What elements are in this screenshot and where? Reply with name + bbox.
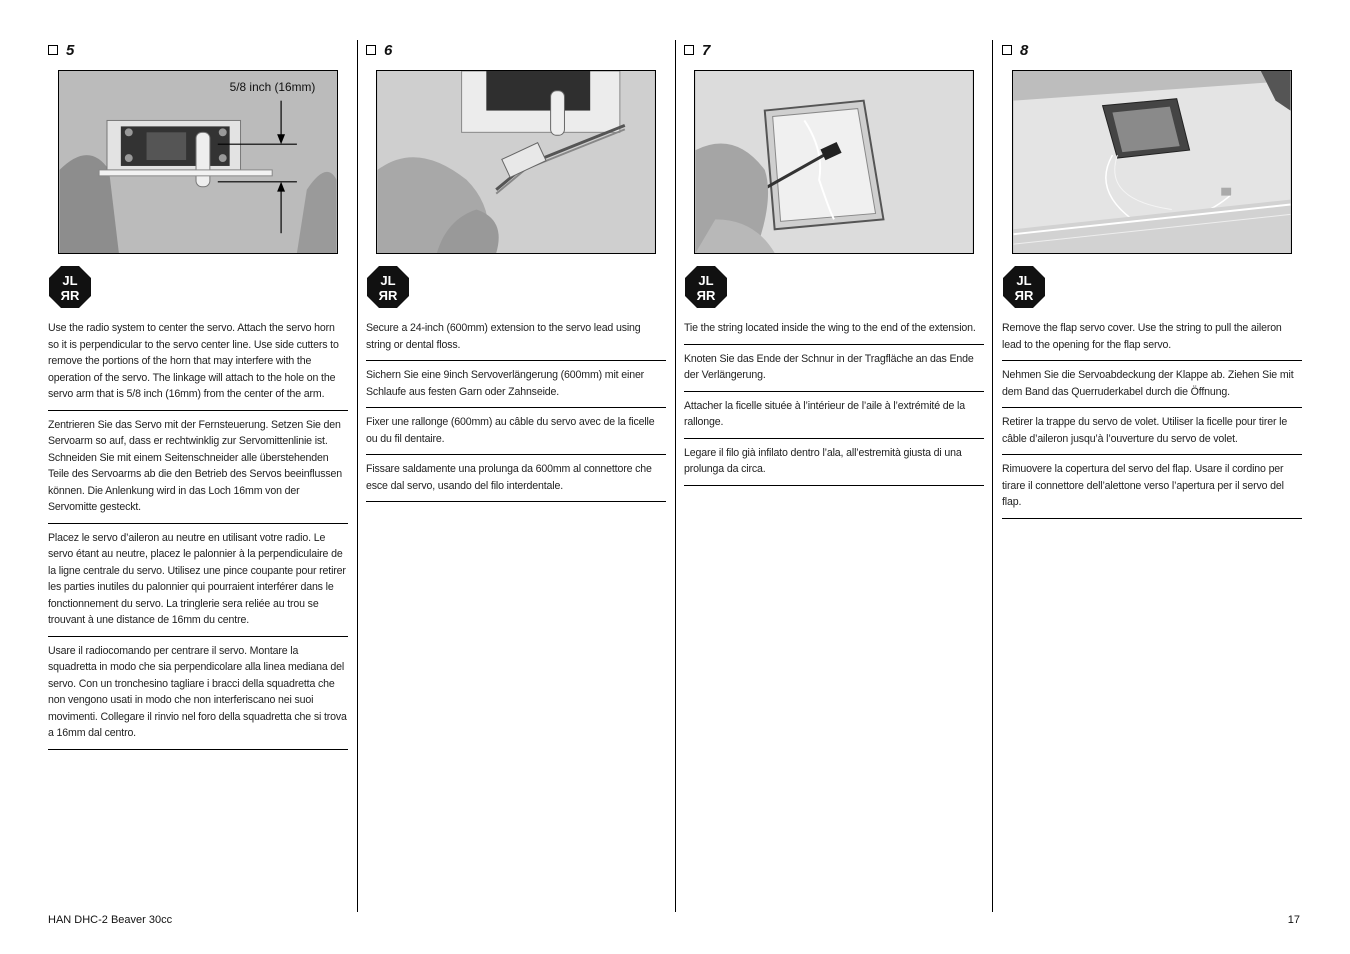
step-number: 7 [702, 41, 711, 59]
page-number: 17 [1287, 914, 1300, 926]
checkbox-icon[interactable] [366, 45, 376, 55]
step-column-6 [366, 40, 666, 492]
paragraph-french: Attacher la ficelle située à l’intérieur de l’aile à l’extrémité de la rallonge. [684, 398, 984, 439]
instruction-texts [48, 320, 348, 756]
instruction-texts [684, 320, 984, 492]
step-number: 8 [1020, 41, 1029, 59]
multilingual-icon [48, 265, 92, 309]
servo-horn-photo [59, 71, 337, 253]
paragraph-italian: Usare il radiocomando per centrare il servo. Montare la squadretta in modo che sia perpendicolare alla linea mediana del servo. Con un tronchesino tagliare i bracci della squadretta che non vengono usati in modo che non interferiscano nei suoi movimenti. Collegare il rinvio nel foro della squadretta che si trova a 16mm dal centro. [48, 643, 348, 750]
step-column-5 [48, 40, 348, 739]
paragraph-german: Nehmen Sie die Servoabdeckung der Klappe ab. Ziehen Sie mit dem Band das Querruderkabel durch die Öffnung. [1002, 367, 1302, 408]
step-header [48, 40, 348, 60]
paragraph-german: Sichern Sie eine 9inch Servoverlängerung (600mm) mit einer Schlaufe aus festen Garn oder Zahnseide. [366, 367, 666, 408]
column-divider [357, 40, 358, 912]
svg-text:ЯR: ЯR [60, 288, 80, 303]
svg-text:ЯR: ЯR [696, 288, 716, 303]
paragraph-german: Knoten Sie das Ende der Schnur in der Tragfläche an das Ende der Verlängerung. [684, 351, 984, 392]
paragraph-italian: Rimuovere la copertura del servo del flap. Usare il cordino per tirare il connettore dell’alettone verso l’apertura per il servo del flap. [1002, 461, 1302, 519]
instruction-texts [366, 320, 666, 508]
paragraph-french: Retirer la trappe du servo de volet. Utiliser la ficelle pour tirer le câble d’aileron jusqu’à l’ouverture du servo de volet. [1002, 414, 1302, 455]
svg-text:JL: JL [62, 273, 78, 288]
step-number: 6 [384, 41, 393, 59]
step-header [1002, 40, 1302, 60]
svg-text:ЯR: ЯR [378, 288, 398, 303]
column-divider [992, 40, 993, 912]
step-number: 5 [66, 41, 75, 59]
paragraph-english: Use the radio system to center the servo. Attach the servo horn so it is perpendicular to the servo center line. Use side cutters to remove the portions of the horn that may interfere with the operation of the servo. The linkage will attach to the hole on the servo arm that is 5/8 inch (16mm) from the center of the arm. [48, 320, 348, 411]
flap-servo-photo [1013, 71, 1291, 253]
svg-text:JL: JL [698, 273, 714, 288]
step-photo-wing-opening [694, 70, 974, 254]
paragraph-german: Zentrieren Sie das Servo mit der Fernsteuerung. Setzen Sie den Servoarm so auf, dass er rechtwinklig zur Servomittenlinie ist. Schneiden Sie mit einem Seitenschneider alle überstehenden Teile des Servoarms ab die den Betrieb des Servos beeinflussen können. Die Anlenkung wird in das Loch 16mm von der Servomitte gesteckt. [48, 417, 348, 524]
paragraph-italian: Fissare saldamente una prolunga da 600mm al connettore che esce dal servo, usando del filo interdentale. [366, 461, 666, 502]
svg-text:JL: JL [1016, 273, 1032, 288]
checkbox-icon[interactable] [684, 45, 694, 55]
measurement-label: 5/8 inch (16mm) [229, 79, 316, 94]
step-photo-extension [376, 70, 656, 254]
step-column-7 [684, 40, 984, 475]
paragraph-italian: Legare il filo già infilato dentro l’ala, all’estremità giusta di una prolunga da circa. [684, 445, 984, 486]
checkbox-icon[interactable] [48, 45, 58, 55]
column-divider [675, 40, 676, 912]
checkbox-icon[interactable] [1002, 45, 1012, 55]
step-photo-flap-servo [1012, 70, 1292, 254]
multilingual-icon [684, 265, 728, 309]
step-header [684, 40, 984, 60]
multilingual-icon [1002, 265, 1046, 309]
paragraph-french: Fixer une rallonge (600mm) au câble du servo avec de la ficelle ou du fil dentaire. [366, 414, 666, 455]
svg-text:ЯR: ЯR [1014, 288, 1034, 303]
step-header [366, 40, 666, 60]
footer-title: HAN DHC-2 Beaver 30cc [48, 914, 173, 926]
multilingual-icon [366, 265, 410, 309]
paragraph-english: Remove the flap servo cover. Use the string to pull the aileron lead to the opening for the flap servo. [1002, 320, 1302, 361]
extension-lead-photo [377, 71, 655, 253]
step-column-8 [1002, 40, 1302, 508]
paragraph-french: Placez le servo d’aileron au neutre en utilisant votre radio. Le servo étant au neutre, placez le palonnier à la perpendiculaire de la ligne centrale du servo. Utilisez une pince coupante pour retirer les parties inutiles du palonnier qui pourraient interférer dans le fonctionnement du servo. La tringlerie sera reliée au trou se trouvant à une distance de 16mm du centre. [48, 530, 348, 637]
wing-opening-photo [695, 71, 973, 253]
step-photo-servo-horn [58, 70, 338, 254]
instruction-texts [1002, 320, 1302, 525]
paragraph-english: Tie the string located inside the wing to the end of the extension. [684, 320, 984, 345]
paragraph-english: Secure a 24-inch (600mm) extension to the servo lead using string or dental floss. [366, 320, 666, 361]
svg-text:JL: JL [380, 273, 396, 288]
